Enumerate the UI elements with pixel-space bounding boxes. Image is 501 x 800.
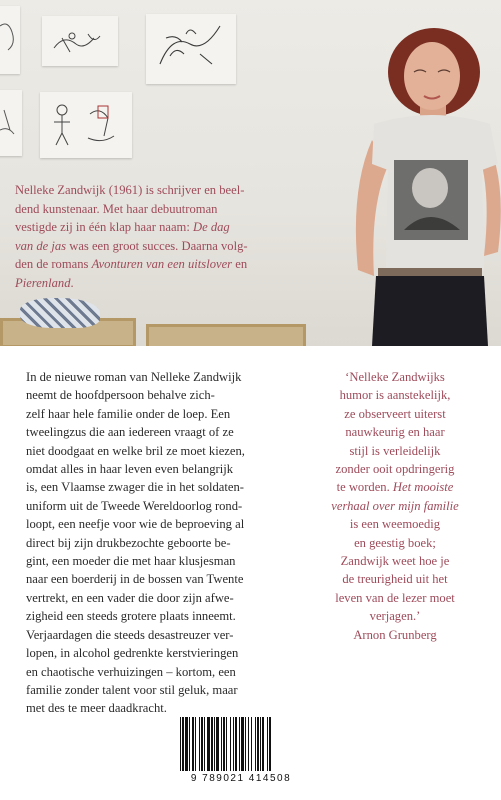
bio-text: vestigde zij in één klap haar naam: [15, 220, 193, 235]
barcode-bar [260, 717, 261, 771]
barcode-bar [248, 717, 249, 771]
blurb-line: naar een boerderij in de bossen van Twente [26, 572, 244, 587]
barcode-bar [207, 717, 210, 771]
blurb-line: lopen, in alcohol gedrenkte kerstvieringen [26, 646, 239, 661]
quote-line [295, 478, 495, 496]
isbn-number: 9 789021 414508 [176, 773, 306, 784]
barcode-bar [223, 717, 225, 771]
blurb-line: en chaotische verhuizingen – kortom, een [26, 664, 236, 679]
blurb-line: uniform uit de Tweede Wereldoorlog rond- [26, 498, 243, 513]
barcode-bar [189, 717, 190, 771]
book-title: van de jas [15, 238, 67, 253]
barcode-bar [245, 717, 246, 771]
bio-text: en [232, 257, 248, 272]
blurb-line: direct bij zijn drukbezochte geboorte be- [26, 535, 231, 550]
book-title: Het mooiste [392, 480, 454, 495]
book-title: Pierenland [15, 275, 71, 290]
quote-line: nauwkeurig en haar [345, 425, 445, 440]
author-photo [0, 0, 501, 346]
book-blurb [26, 368, 286, 718]
book-title: verhaal over mijn familie [331, 498, 459, 513]
barcode-bar [211, 717, 213, 771]
barcode-bar [221, 717, 222, 771]
blurb-line: Verjaardagen die steeds desastreuzer ver- [26, 627, 234, 642]
quote-line: zonder ooit opdringerig [335, 462, 455, 477]
quote-author: Arnon Grunberg [353, 627, 437, 642]
barcode-bar [257, 717, 259, 771]
wall-drawing [146, 14, 236, 84]
barcode-bar [241, 717, 244, 771]
quote-line: stijl is verleidelijk [349, 443, 441, 458]
barcode-bar [204, 717, 205, 771]
wall-drawing [0, 90, 22, 156]
blurb-line: is, een Vlaamse zwager die in het soldaten- [26, 480, 244, 495]
barcode-bar [199, 717, 200, 771]
author-name: Nelleke Zandwijk [15, 183, 106, 197]
blurb-line: tweelingzus die aan iedereen vraagt of ze [26, 425, 234, 440]
blurb-line: In de nieuwe roman van Nelleke Zandwijk [26, 370, 242, 384]
barcode-bar [251, 717, 252, 771]
wall-drawing [40, 92, 132, 158]
barcode-bar [180, 717, 181, 771]
picture-frame [146, 324, 306, 346]
barcode-bar [262, 717, 264, 771]
barcode-bar [195, 717, 196, 771]
quote-line: ze observeert uiterst [344, 406, 446, 421]
barcode-bar [185, 717, 188, 771]
review-quote [295, 368, 495, 644]
barcode-bar [230, 717, 231, 771]
wall-drawing [42, 16, 118, 66]
book-title: Avonturen van een uitslover [91, 257, 233, 272]
book-title: De dag [193, 220, 230, 235]
blurb-line: met des te meer daadkracht. [26, 701, 167, 716]
barcode-bar [269, 717, 271, 771]
quote-line: ‘Nelleke Zandwijks [345, 370, 445, 384]
quote-line: Zandwijk weet hoe je [340, 554, 450, 569]
barcode-bar [182, 717, 184, 771]
barcode-bar [233, 717, 234, 771]
blurb-line: loopt, een neefje voor wie de beproeving al [26, 517, 245, 532]
quote-text: te worden. [336, 480, 393, 495]
author-bio [15, 181, 315, 293]
blurb-line: familie zonder talent voor stil geluk, maar [26, 682, 238, 697]
barcode-bar [235, 717, 237, 771]
bio-text: (1961) is schrijver en beel- [105, 183, 245, 197]
quote-line: en geestig boek; [354, 535, 436, 550]
blurb-line: gint, een moeder die met haar klusjesman [26, 554, 236, 569]
blurb-line: zigheid een steeds grotere plaats inneemt. [26, 609, 236, 624]
bio-text: dend kunstenaar. Met haar debuutroman [15, 201, 218, 216]
bio-text: was een groot succes. Daarna volg- [66, 238, 248, 253]
bio-text: . [70, 275, 74, 290]
quote-line: is een weemoedig [349, 517, 441, 532]
blurb-line: omdat alles in haar leven even belangrijk [26, 462, 234, 477]
cloth [20, 298, 100, 328]
barcode-bar [216, 717, 219, 771]
blurb-line: zelf haar hele familie onder de loep. Een [26, 406, 231, 421]
barcode-bar [226, 717, 227, 771]
blurb-line: neemt de hoofdpersoon behalve zich- [26, 388, 215, 403]
barcode-bar [214, 717, 215, 771]
quote-line: humor is aanstekelijk, [339, 388, 451, 403]
wall-drawing [0, 6, 20, 74]
quote-line: leven van de lezer moet [335, 590, 455, 605]
barcode-bars [176, 717, 306, 775]
barcode-bar [255, 717, 256, 771]
bio-text: den de romans [15, 257, 92, 272]
quote-line: verjagen.’ [369, 609, 421, 624]
author-portrait [322, 20, 501, 346]
blurb-line: niet doodgaat en welke bril ze moet kiezen, [26, 443, 245, 458]
barcode-bar [192, 717, 194, 771]
barcode-bar [239, 717, 240, 771]
blurb-line: vertrekt, en een vader die door zijn afwe- [26, 590, 234, 605]
quote-line: de treurigheid uit het [342, 572, 448, 587]
barcode-bar [267, 717, 268, 771]
barcode-bar [201, 717, 203, 771]
